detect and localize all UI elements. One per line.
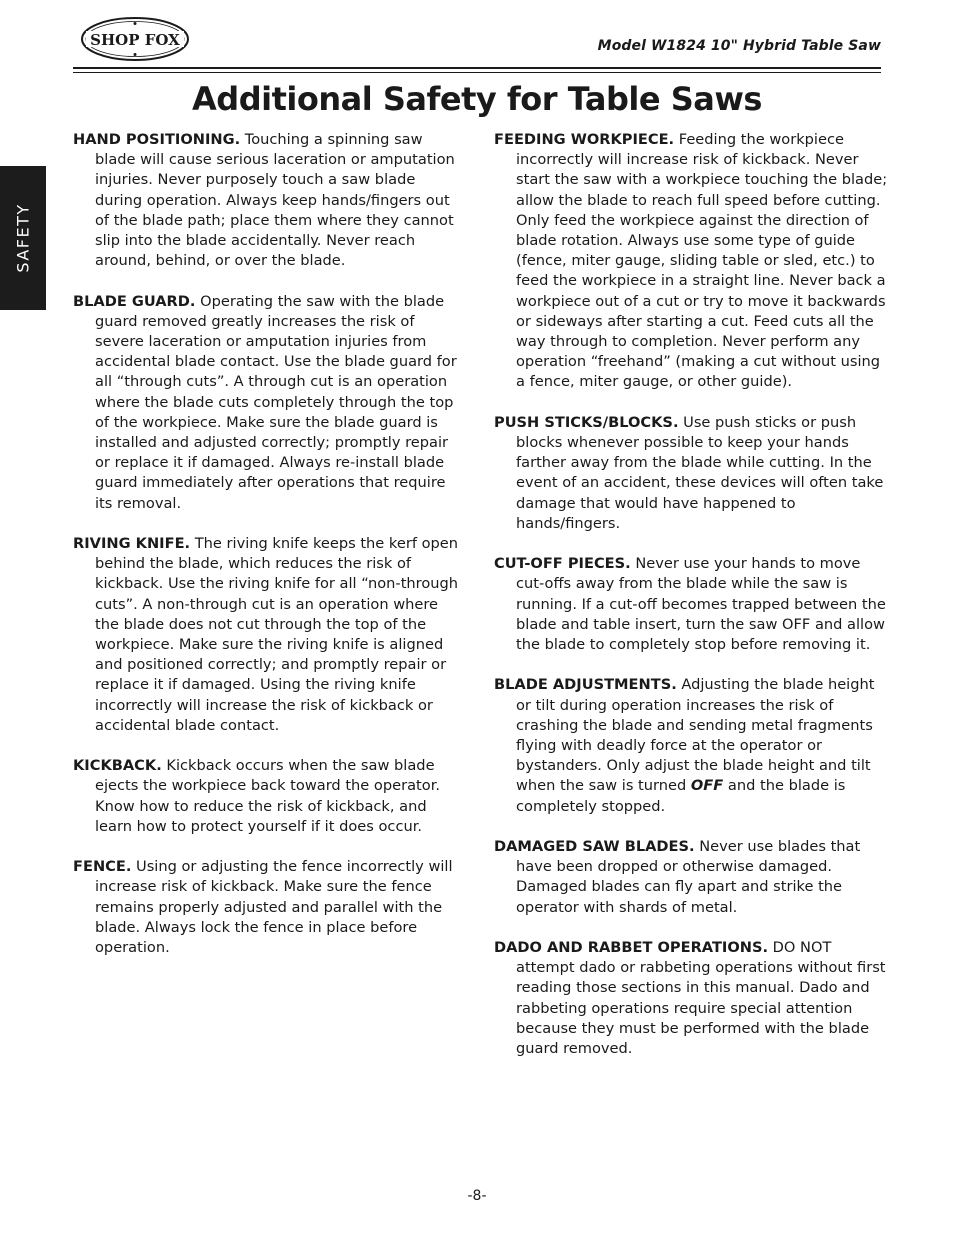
section-riving-knife: [73, 534, 461, 736]
right-column: [494, 130, 890, 1079]
section-hand-positioning: [73, 130, 461, 271]
section-cut-off-pieces: [494, 554, 890, 655]
section-body: Never use your hands to move cut-offs away from the blade while the saw is running. If a cut-off becomes trapped between the blade and table insert, turn the saw OFF and allow the blade to completely stop before removing it.: [516, 555, 886, 654]
page-title: Additional Safety for Table Saws: [192, 80, 762, 118]
section-body: Using or adjusting the fence incorrectly will increase risk of kickback. Make sure the fence remains properly adjusted and parallel with the blade. Always lock the fence in place before operation.: [95, 858, 453, 957]
section-body: Operating the saw with the blade guard removed greatly increases the risk of severe laceration or amputation injuries from accidental blade contact. Use the blade guard for all “through cuts”. A through cut is an operation where the blade cuts completely through the top of the workpiece. Make sure the blade guard is installed and adjusted correctly; promptly repair or replace it if damaged. Always re-install blade guard immediately after operations that require its removal.: [95, 292, 457, 512]
section-heading: DADO AND RABBET OPERATIONS.: [494, 939, 769, 957]
section-heading: DAMAGED SAW BLADES.: [494, 838, 695, 856]
section-body: Adjusting the blade height or tilt during operation increases the risk of crashing the blade and sending metal fragments flying with deadly force at the operator or bystanders. Only adjust the blade height and tilt when the saw is turned: [516, 676, 875, 795]
logo-text: SHOP FOX: [90, 31, 180, 49]
section-heading: KICKBACK.: [73, 757, 162, 775]
header-rule-thin: [73, 72, 881, 73]
model-title: Model W1824 10" Hybrid Table Saw: [597, 38, 881, 54]
section-damaged-saw-blades: [494, 837, 890, 918]
page-number: -8-: [467, 1188, 487, 1204]
section-heading: BLADE GUARD.: [73, 292, 196, 310]
section-feeding-workpiece: [494, 130, 890, 393]
emphasis-off: OFF: [690, 777, 724, 795]
left-column: [73, 130, 461, 978]
section-blade-guard: [73, 292, 461, 514]
shop-fox-logo: [80, 16, 190, 62]
section-fence: [73, 857, 461, 958]
section-heading: CUT-OFF PIECES.: [494, 555, 631, 573]
section-heading: FEEDING WORKPIECE.: [494, 131, 675, 148]
header-rule-thick: [73, 67, 881, 69]
section-body: Use push sticks or push blocks whenever possible to keep your hands farther away from the blade while cutting. In the event of an accident, these devices will often take damage that would have happened to hands/fingers.: [516, 413, 884, 532]
section-side-tab: [0, 166, 46, 310]
section-body: The riving knife keeps the kerf open behind the blade, which reduces the risk of kickback. Use the riving knife for all “non-through cuts”. A non-through cut is an operation where the blade does not cut through the top of the workpiece. Make sure the riving knife is aligned and positioned correctly; and promptly repair or replace it if damaged. Using the riving knife incorrectly will increase the risk of kickback or accidental blade contact.: [95, 535, 459, 734]
section-body: Kickback occurs when the saw blade ejects the workpiece back toward the operator. Know how to reduce the risk of kickback, and learn how to protect yourself if it does occur.: [95, 757, 440, 835]
section-heading: BLADE ADJUSTMENTS.: [494, 676, 677, 694]
section-blade-adjustments: [494, 675, 890, 816]
section-dado-rabbet: [494, 938, 890, 1059]
section-body: Feeding the workpiece incorrectly will increase risk of kickback. Never start the saw with a workpiece touching the blade; allow the blade to reach full speed before cutting. Only feed the workpiece against the direction of blade rotation. Always use some type of guide (fence, miter gauge, sliding table or sled, etc.) to feed the workpiece in a straight line. Never back a workpiece out of a cut or try to move it backwards or sideways after starting a cut. Feed cuts all the way through to completion. Never perform any operation “freehand” (making a cut without using a fence, miter gauge, or other guide).: [516, 131, 888, 391]
section-kickback: [73, 756, 461, 837]
section-body: DO NOT attempt dado or rabbeting operations without first reading those sections in this manual. Dado and rabbeting operations require special attention because they must be performed with the blade guard removed.: [516, 939, 886, 1058]
section-heading: RIVING KNIFE.: [73, 535, 191, 553]
section-body-continued: and the blade is completely stopped.: [516, 777, 846, 815]
section-body: Touching a spinning saw blade will cause serious laceration or amputation injuries. Never purposely touch a saw blade during operation. Always keep hands/fingers out of the blade path; place them where they cannot slip into the blade accidentally. Never reach around, behind, or over the blade.: [95, 131, 455, 270]
section-heading: PUSH STICKS/BLOCKS.: [494, 413, 679, 431]
section-heading: FENCE.: [73, 858, 132, 876]
side-tab-label: SAFETY: [13, 203, 33, 273]
section-heading: HAND POSITIONING.: [73, 131, 241, 148]
section-body: Never use blades that have been dropped or otherwise damaged. Damaged blades can fly apart and strike the operator with shards of metal.: [516, 838, 861, 916]
section-push-sticks: [494, 413, 890, 534]
